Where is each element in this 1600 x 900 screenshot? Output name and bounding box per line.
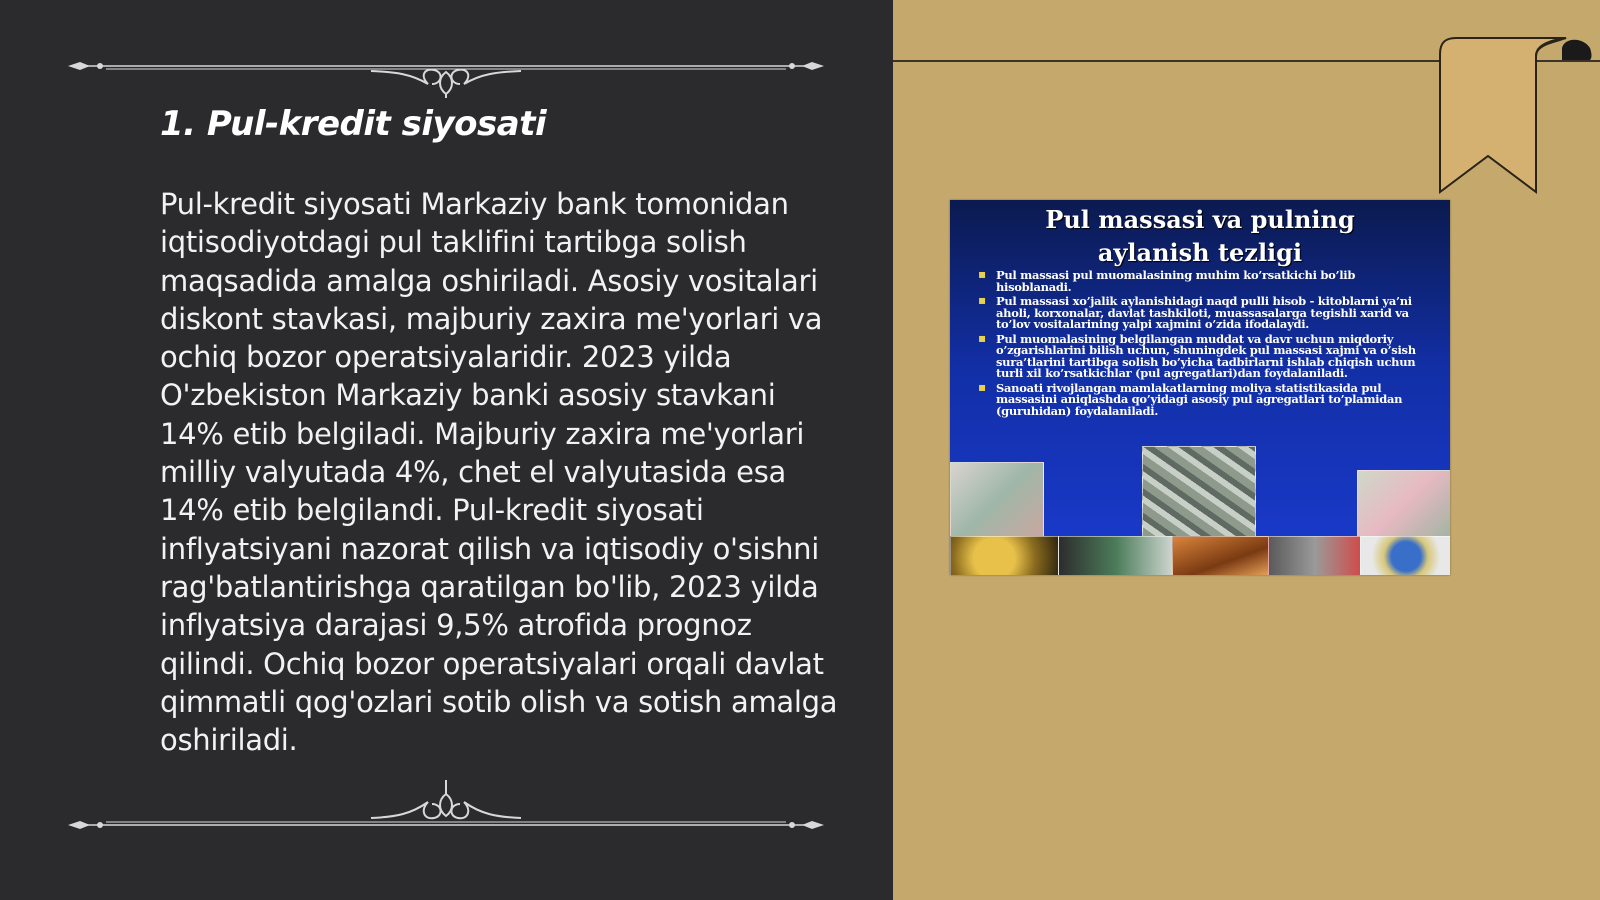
ornament-bottom-divider [66,772,826,832]
embedded-image-title [950,203,1450,269]
embedded-image-bullet: ▪ Pul massasi xo’jalik aylanishidagi naqd pulli hisob - kitoblarni ya’ni aholi, korxonalar, davlat tashkiloti, muassasalarga tegishli xarid va to’lov vositalarining yalpi xajmini o’zida ifodalaydi. [978,296,1418,331]
embedded-image-bullet: ▪ Sanoati rivojlangan mamlakatlarning moliya statistikasida pul massasini aniqlashda qo’yidagi asosiy pul agregatlari to’plamidan (guruhidan) foydalaniladi. [978,383,1418,418]
banknotes-photo-right [1357,470,1450,537]
slide-title: 1. Pul-kredit siyosati [160,104,547,144]
bookmark-ribbon-icon [1432,34,1592,200]
hands-money-photo [1172,536,1270,575]
piggy-bank-photo [1268,536,1362,575]
slide-body-text: Pul-kredit siyosati Markaziy bank tomonidan iqtisodiyotdagi pul taklifini tartibga solish maqsadida amalga oshiriladi. Asosiy vositalari diskont stavkasi, majburiy zaxira me'yorlari va ochiq bozor operatsiyalaridir. 2023 yilda O'zbekiston Markaziy banki asosiy stavkani 14% etib belgiladi. Majburiy zaxira me'yorlari milliy valyutada 4%, chet el valyutasida esa 14% etib belgilandi. Pul-kredit siyosati inflyatsiyani nazorat qilish va iqtisodiy o'sishni rag'batlantirishga qaratilgan bo'lib, 2023 yilda inflyatsiya darajasi 9,5% atrofida prognoz qilindi. Ochiq bozor operatsiyalari orqali davlat qimmatli qog'ozlari sotib olish va sotish amalga oshiriladi. [160,187,838,758]
coins-photo [950,536,1060,575]
embedded-image-title-line-2: aylanish tezligi [1097,238,1303,267]
embedded-image-bullet-list [978,270,1418,420]
embedded-image-bullet: ▪ Pul massasi pul muomalasining muhim ko’rsatkichi bo’lib hisoblanadi. [978,270,1418,293]
embedded-image-title-line-1: Pul massasi va pulning [1045,205,1355,234]
embedded-slide-image [950,200,1450,575]
globe-coins-photo [1360,536,1450,575]
embedded-image-bullet: ▪ Pul muomalasining belgilangan muddat va davr uchun miqdoriy o’zgarishlarini bilish uchun, shuningdek pul massasi xajmi va o’sish sura’tlarini tartibga solish bo’yicha tadbirlarni ishlab chiqish uchun turli xil ko’rsatkichlar (pul agregatlari)dan foydalaniladi. [978,334,1418,380]
ornament-top-divider [66,38,826,98]
banknotes-photo-left [950,462,1044,537]
wallet-photo [1058,536,1174,575]
dollar-bills-photo [1142,446,1256,538]
